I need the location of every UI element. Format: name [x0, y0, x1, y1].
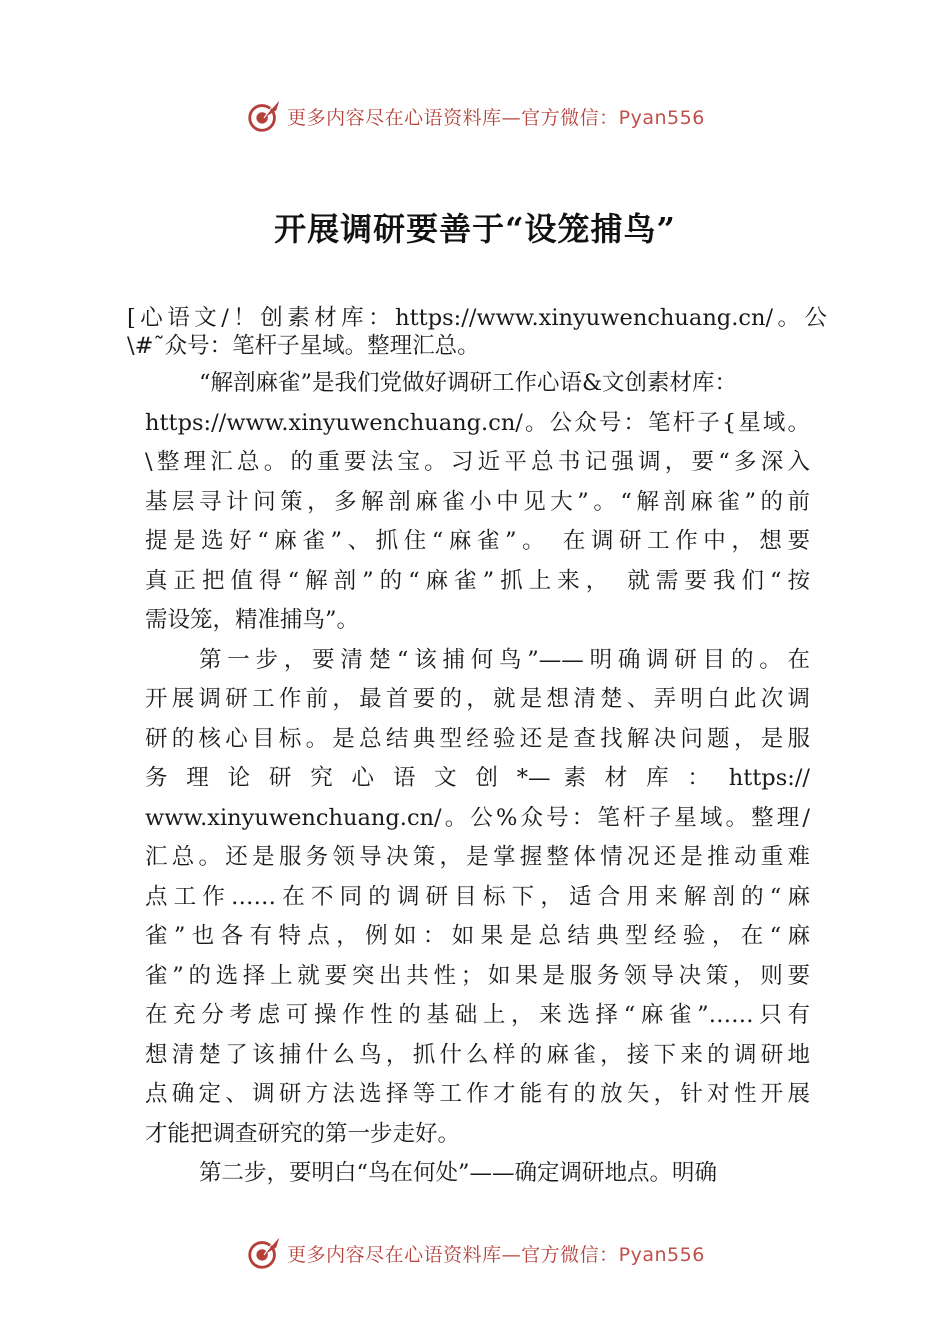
paragraph-line: \整理汇总。的重要法宝。习近平总书记强调，要“多深入 [145, 449, 810, 475]
paragraph-line: 基层寻计问策，多解剖麻雀小中见大”。“解剖麻雀”的前 [145, 488, 810, 515]
paragraph-1 [145, 364, 810, 641]
quill-logo-icon [245, 97, 283, 135]
paragraph-3 [145, 1154, 810, 1194]
paragraph-line: www.xinyuwenchuang.cn/。公%众号：笔杆子星域。整理/ [145, 804, 810, 831]
paragraph-line: 研的核心目标。是总结典型经验还是查找解决问题，是服 [145, 725, 810, 752]
paragraph-line: 在充分考虑可操作性的基础上，来选择“麻雀”……只有 [145, 1002, 810, 1028]
source-line: [心语文/！创素材库：https://www.xinyuwenchuang.cn/。公 [127, 305, 827, 331]
banner-wechat-id: Pyan556 [618, 1243, 705, 1266]
document-body [127, 304, 827, 1194]
paragraph-line: 想清楚了该捕什么鸟，抓什么样的麻雀，接下来的调研地 [145, 1041, 810, 1068]
paragraph-line: “解剖麻雀”是我们党做好调研工作心语&文创素材库： [199, 370, 738, 396]
banner-text: 更多内容尽在心语资料库—官方微信： [287, 1243, 619, 1266]
header-banner [0, 96, 950, 136]
source-line: \#˜众号：笔杆子星域。整理汇总。 [127, 333, 480, 359]
paragraph-line: 务 理 论 研 究 心 语 文 创 *— 素 材 库 ： https:// [145, 765, 810, 791]
paragraph-line: 真正把值得“解剖”的“麻雀”抓上来， 就需要我们“按 [145, 567, 810, 594]
footer-banner [0, 1233, 950, 1273]
document-title: 开展调研要善于“设笼捕鸟” [274, 210, 676, 248]
paragraph-line: 需设笼，精准捕鸟”。 [145, 607, 360, 633]
paragraph-line: https://www.xinyuwenchuang.cn/。公众号：笔杆子{星域。 [145, 409, 810, 436]
paragraph-line: 雀”也各有特点，例如：如果是总结典型经验，在“麻 [145, 923, 810, 949]
paragraph-line: 雀”的选择上就要突出共性；如果是服务领导决策，则要 [145, 962, 810, 989]
paragraph-line: 开展调研工作前，最首要的，就是想清楚、弄明白此次调 [145, 686, 810, 712]
paragraph-line: 汇总。还是服务领导决策，是掌握整体情况还是推动重难 [145, 844, 810, 870]
paragraph-line: 才能把调查研究的第一步走好。 [145, 1120, 461, 1147]
paragraph-2 [145, 641, 810, 1155]
paragraph-line: 点确定、调研方法选择等工作才能有的放矢，针对性开展 [145, 1081, 810, 1107]
paragraph-line: 第二步，要明白“鸟在何处”——确定调研地点。明确 [199, 1160, 718, 1186]
banner-text: 更多内容尽在心语资料库—官方微信： [287, 106, 619, 129]
paragraph-line: 点工作……在不同的调研目标下，适合用来解剖的“麻 [145, 883, 810, 910]
paragraph-line: 第一步，要清楚“该捕何鸟”——明确调研目的。在 [199, 646, 810, 673]
banner-wechat-id: Pyan556 [618, 106, 705, 129]
source-note [127, 304, 827, 360]
paragraph-line: 提是选好“麻雀”、抓住“麻雀”。 在调研工作中，想要 [145, 528, 810, 554]
quill-logo-icon [245, 1234, 283, 1272]
